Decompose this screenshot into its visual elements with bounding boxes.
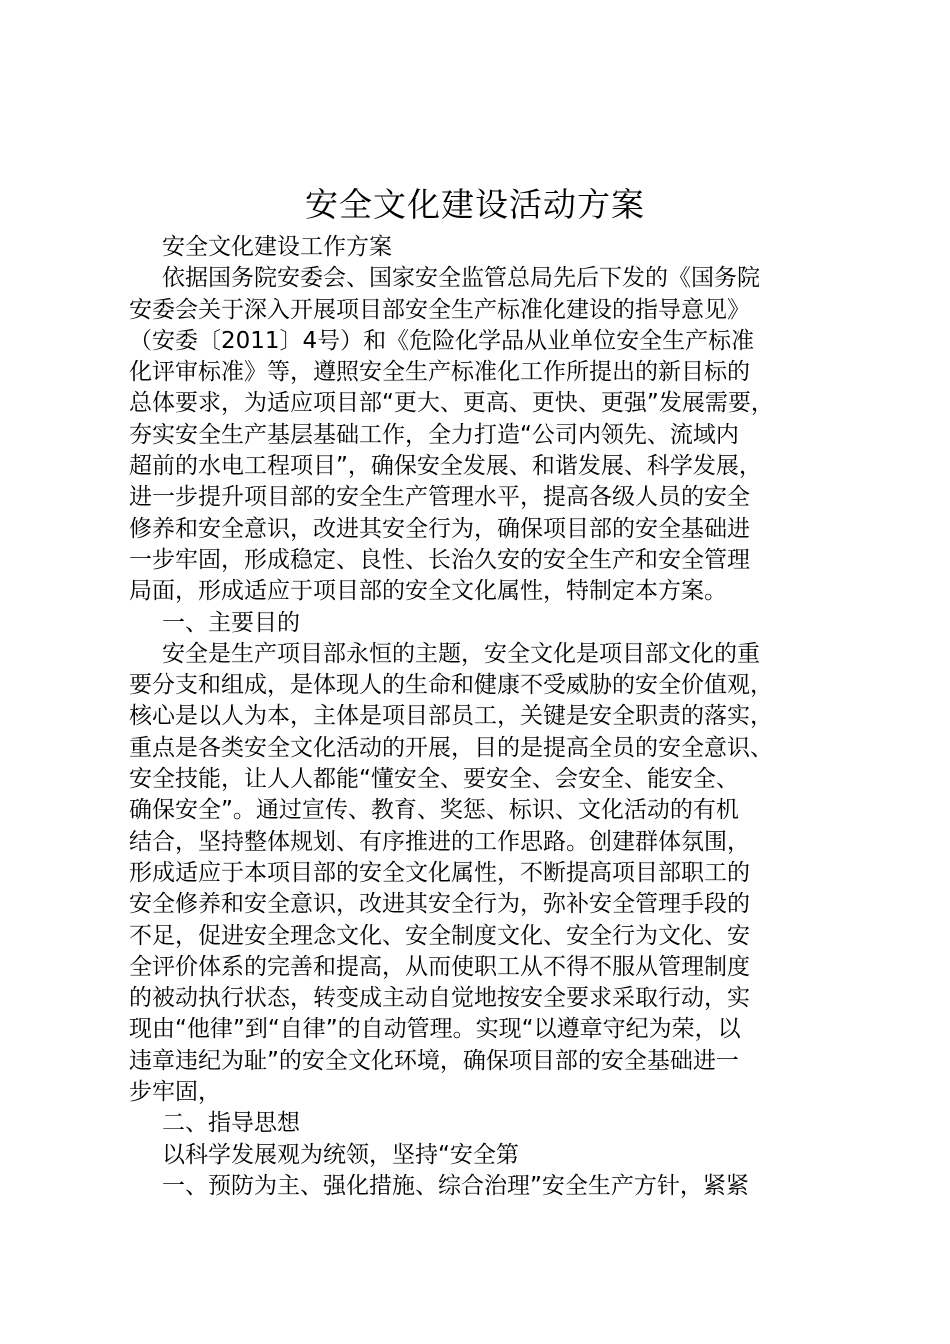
paragraph-line: 总体要求，为适应项目部“更大、更高、更快、更强”发展需要， — [129, 390, 774, 417]
paragraph-line: 重点是各类安全文化活动的开展，目的是提高全员的安全意识、 — [129, 734, 773, 761]
paragraph-line: 一步牢固，形成稳定、良性、长治久安的安全生产和安全管理 — [129, 546, 750, 573]
paragraph-line: 结合，坚持整体规划、有序推进的工作思路。创建群体氛围， — [129, 828, 750, 855]
paragraph-line: 依据国务院安委会、国家安全监管总局先后下发的《国务院 — [162, 265, 760, 292]
section-heading: 一、主要目的 — [162, 609, 300, 636]
document-body — [129, 232, 844, 1202]
document-title: 安全文化建设活动方案 — [305, 185, 645, 224]
paragraph-line: 全评价体系的完善和提高，从而使职工从不得不服从管理制度 — [129, 953, 750, 980]
paragraph-line: 核心是以人为本，主体是项目部员工，关键是安全职责的落实， — [129, 703, 773, 730]
paragraph-line: 修养和安全意识，改进其安全行为，确保项目部的安全基础进 — [129, 515, 750, 542]
paragraph-line: 夯实安全生产基层基础工作，全力打造“公司内领先、流域内 — [129, 421, 739, 448]
paragraph-line: 安全技能，让人人都能“懂安全、要安全、会安全、能安全、 — [129, 766, 739, 793]
paragraph-line: 步牢固， — [129, 1079, 221, 1106]
paragraph-line: 要分支和组成，是体现人的生命和健康不受威胁的安全价值观， — [129, 672, 773, 699]
paragraph-line: 化评审标准》等，遵照安全生产标准化工作所提出的新目标的 — [129, 359, 750, 386]
paragraph-line: 违章违纪为耻”的安全文化环境，确保项目部的安全基础进一 — [129, 1047, 739, 1074]
subtitle-line: 安全文化建设工作方案 — [162, 234, 392, 260]
paragraph-line: 不足，促进安全理念文化、安全制度文化、安全行为文化、安 — [129, 922, 750, 949]
paragraph-line: 安委会关于深入开展项目部安全生产标准化建设的指导意见》 — [129, 296, 750, 323]
paragraph-line: 局面，形成适应于项目部的安全文化属性，特制定本方案。 — [129, 578, 727, 605]
section-heading: 二、指导思想 — [162, 1110, 300, 1137]
paragraph-line: 现由“他律”到“自律”的自动管理。实现“以遵章守纪为荣，以 — [129, 1016, 741, 1043]
paragraph-line: 形成适应于本项目部的安全文化属性，不断提高项目部职工的 — [129, 859, 750, 886]
paragraph-line: 的被动执行状态，转变成主动自觉地按安全要求采取行动，实 — [129, 985, 750, 1012]
paragraph-line: 安全修养和安全意识，改进其安全行为，弥补安全管理手段的 — [129, 891, 750, 918]
paragraph-line: 进一步提升项目部的安全生产管理水平，提高各级人员的安全 — [129, 484, 750, 511]
paragraph-line: 安全是生产项目部永恒的主题，安全文化是项目部文化的重 — [162, 640, 760, 667]
paragraph-line: 一、预防为主、强化措施、综合治理”安全生产方针，紧紧 — [162, 1172, 749, 1199]
paragraph-line: 超前的水电工程项目”，确保安全发展、和谐发展、科学发展， — [129, 453, 762, 480]
paragraph-line: 以科学发展观为统领，坚持“安全第 — [162, 1141, 519, 1168]
paragraph-line: （安委〔2011〕4号）和《危险化学品从业单位安全生产标准 — [129, 327, 755, 354]
paragraph-line: 确保安全”。通过宣传、教育、奖惩、标识、文化活动的有机 — [129, 797, 739, 824]
